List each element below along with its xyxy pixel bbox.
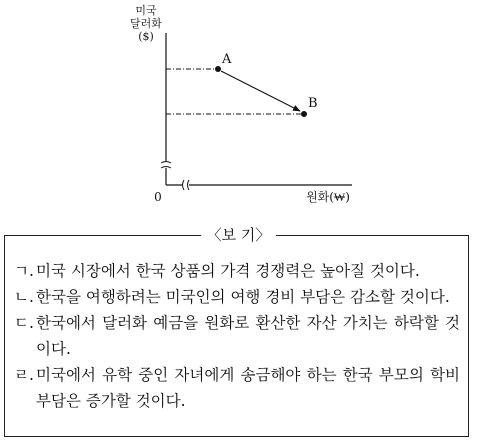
option-item — [14, 310, 460, 362]
option-marker: ㄹ. — [14, 366, 34, 384]
option-text: 미국에서 유학 중인 자녀에게 송금해야 하는 한국 부모의 학비 부담은 증가할 것이다. — [36, 366, 460, 410]
option-text: 한국에서 달러화 예금을 원화로 환산한 자산 가치는 하락할 것이다. — [36, 314, 460, 358]
y-axis-label-line1: 미국 — [135, 4, 157, 17]
option-marker: ㄱ. — [14, 262, 34, 280]
option-marker: ㄷ. — [14, 314, 34, 332]
option-text: 한국을 여행하려는 미국인의 여행 경비 부담은 감소할 것이다. — [36, 288, 450, 306]
x-axis-break — [183, 180, 190, 190]
option-text: 미국 시장에서 한국 상품의 가격 경쟁력은 높아질 것이다. — [36, 262, 420, 280]
y-axis-break — [161, 162, 171, 169]
x-axis-label: 원화(₩) — [306, 190, 350, 204]
point-b-label: B — [308, 96, 318, 111]
y-axis-label-line2: 달러화 — [130, 17, 162, 30]
point-a-dot — [215, 66, 221, 72]
option-item — [14, 362, 460, 414]
point-a-label: A — [222, 52, 232, 67]
y-axis-label-line3: ($) — [138, 30, 154, 43]
origin-label: 0 — [154, 190, 162, 204]
movement-arrow — [221, 71, 300, 111]
option-marker: ㄴ. — [14, 288, 34, 306]
point-b-dot — [301, 111, 307, 117]
options-list — [14, 258, 460, 414]
options-box-title: 〈보 기〉 — [201, 226, 277, 244]
option-item — [14, 284, 460, 310]
option-item — [14, 258, 460, 284]
